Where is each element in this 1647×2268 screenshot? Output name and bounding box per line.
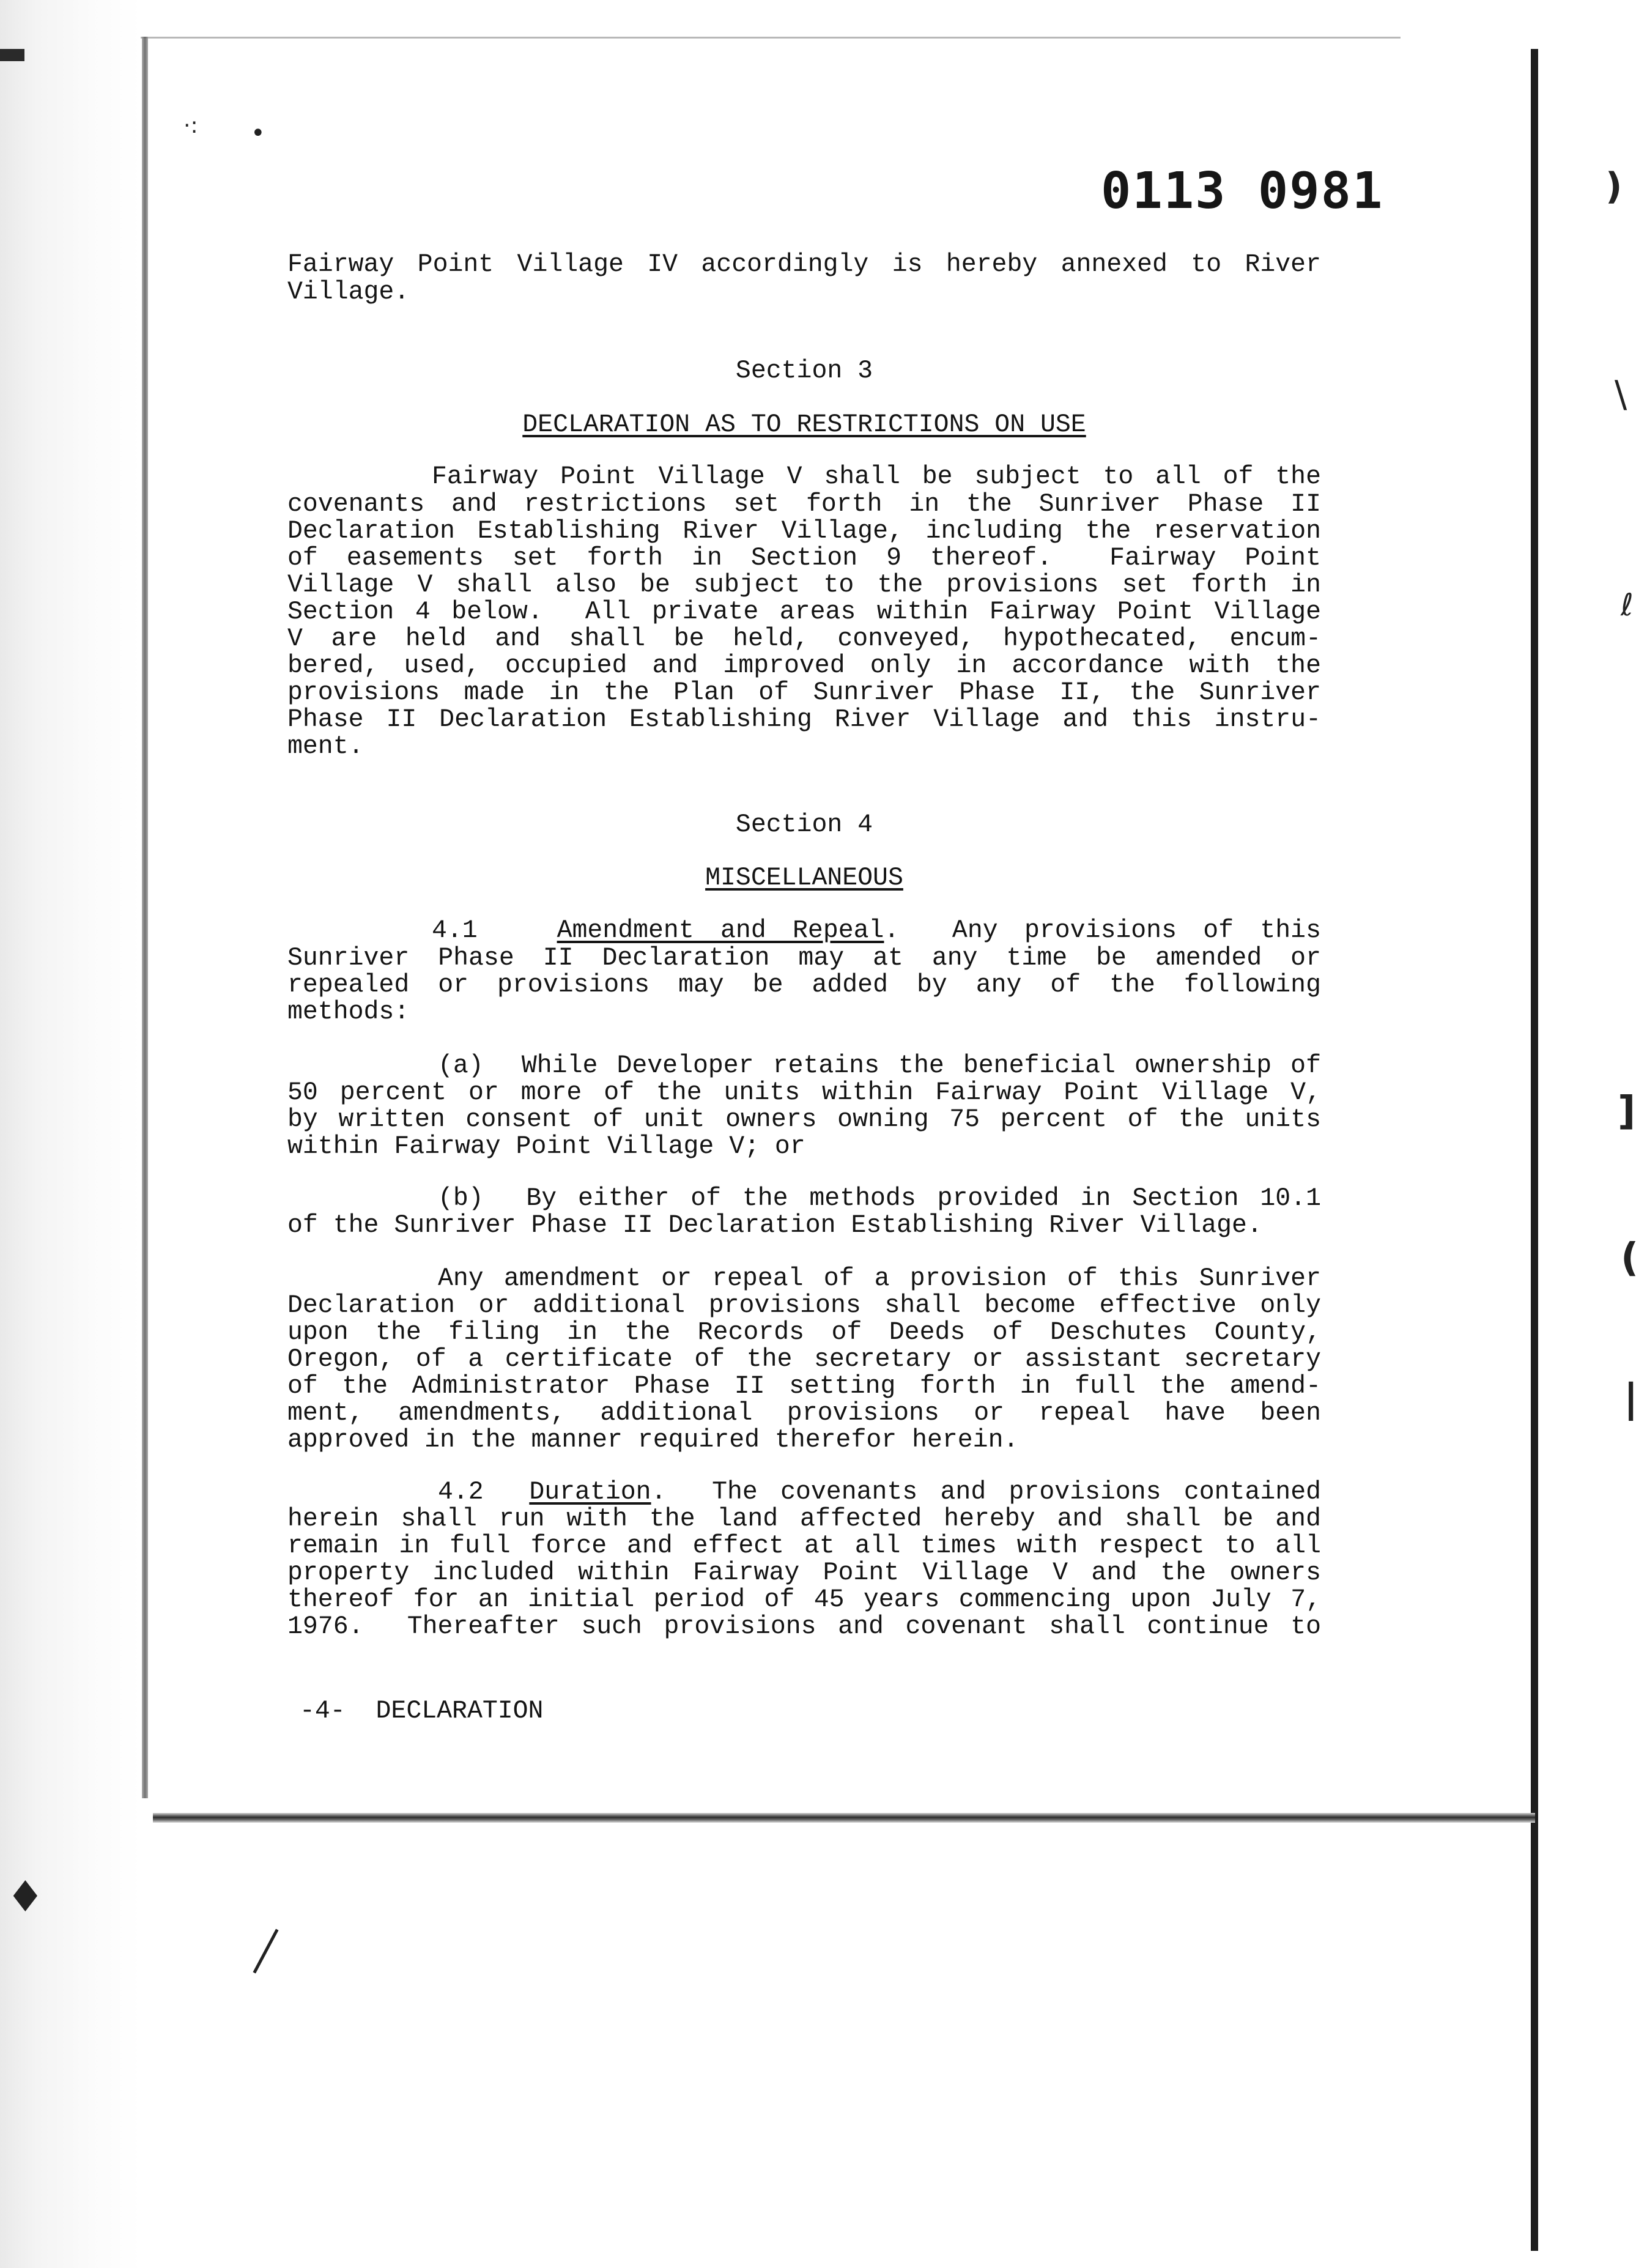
text-line: covenants and restrictions set forth in the Sunriver Phase II	[287, 490, 1321, 519]
text-line: ment.	[287, 732, 364, 761]
document-number: 0113 0981	[1101, 162, 1384, 220]
scan-speck: ♦	[6, 1872, 45, 1922]
scan-speck: ]	[1618, 1089, 1636, 1134]
text-line: Oregon, of a certificate of the secretary or assistant secretary	[287, 1345, 1321, 1374]
text-line: remain in full force and effect at all times with respect to all	[287, 1532, 1321, 1560]
text-line: Section 4 below. All private areas within Fairway Point Village	[287, 598, 1321, 626]
text-line: Fairway Point Village V shall be subject to all of the	[432, 462, 1321, 491]
text-line: Sunriver Phase II Declaration may at any time be amended or	[287, 944, 1321, 973]
text-line: bered, used, occupied and improved only in accordance with the	[287, 651, 1321, 680]
scan-artifact	[0, 49, 24, 61]
text-line: (b) By either of the methods provided in Section 10.1	[438, 1184, 1321, 1213]
text-line: of easements set forth in Section 9 thereof. Fairway Point	[287, 544, 1321, 573]
scan-speck: |	[1624, 1376, 1638, 1421]
text-line: Village.	[287, 278, 410, 306]
text-span: . Any provisions of this	[884, 916, 1321, 945]
scan-speck: )	[1605, 165, 1623, 208]
scan-top-edge	[141, 37, 1401, 39]
clause-caption: Duration	[529, 1478, 651, 1506]
text-line	[287, 1478, 1321, 1506]
text-line: Phase II Declaration Establishing River Village and this instru-	[287, 705, 1321, 734]
clause-caption: Amendment and Repeal	[557, 916, 884, 945]
text-line: within Fairway Point Village V; or	[287, 1132, 805, 1161]
text-line: ment, amendments, additional provisions or repeal have been	[287, 1399, 1321, 1428]
text-line: upon the filing in the Records of Deeds of Deschutes County,	[287, 1318, 1321, 1347]
text-line: of the Administrator Phase II setting forth in full the amend-	[287, 1372, 1321, 1401]
scan-speck: \	[1615, 373, 1627, 416]
text-line: herein shall run with the land affected hereby and shall be and	[287, 1505, 1321, 1533]
page-footer: -4- DECLARATION	[300, 1697, 544, 1725]
section-heading: Section 4	[735, 810, 873, 839]
text-line: by written consent of unit owners owning 75 percent of the units	[287, 1105, 1321, 1134]
text-line: 50 percent or more of the units within Fairway Point Village V,	[287, 1078, 1321, 1107]
text-line: Declaration or additional provisions shall become effective only	[287, 1291, 1321, 1320]
text-line: V are held and shall be held, conveyed, hypothecated, encum-	[287, 624, 1321, 653]
text-line: Fairway Point Village IV accordingly is hereby annexed to River	[287, 250, 1321, 279]
text-line: repealed or provisions may be added by any of the following	[287, 971, 1321, 999]
clause-number: 4.2	[438, 1478, 484, 1506]
section-title-text: DECLARATION AS TO RESTRICTIONS ON USE	[522, 410, 1086, 439]
scan-left-margin-shadow	[0, 0, 141, 2268]
text-line: methods:	[287, 998, 410, 1026]
section-title	[287, 411, 1321, 439]
text-line: thereof for an initial period of 45 years commencing upon July 7,	[287, 1585, 1321, 1614]
text-span: . The covenants and provisions contained	[651, 1478, 1321, 1506]
section-title-text: MISCELLANEOUS	[705, 864, 903, 892]
text-line: provisions made in the Plan of Sunriver Phase II, the Sunriver	[287, 678, 1321, 707]
scan-left-border	[142, 37, 148, 1798]
scan-speck: ·:	[183, 113, 198, 138]
section-heading: Section 3	[735, 357, 873, 385]
scan-bottom-border	[153, 1813, 1535, 1823]
scan-speck: •	[251, 119, 265, 147]
text-line: Any amendment or repeal of a provision of this Sunriver	[438, 1264, 1321, 1293]
text-line: approved in the manner required therefor herein.	[287, 1426, 1019, 1455]
text-line: Village V shall also be subject to the provisions set forth in	[287, 571, 1321, 599]
text-line: (a) While Developer retains the beneficial ownership of	[438, 1051, 1321, 1080]
text-line: property included within Fairway Point Village V and the owners	[287, 1558, 1321, 1587]
scan-pen-mark	[253, 1929, 279, 1974]
text-line: Declaration Establishing River Village, including the reservation	[287, 517, 1321, 546]
scan-right-border	[1531, 49, 1538, 2251]
clause-number: 4.1	[432, 916, 478, 945]
text-line: of the Sunriver Phase II Declaration Establishing River Village.	[287, 1211, 1262, 1240]
text-line	[287, 917, 1321, 944]
scan-speck: ℓ	[1621, 587, 1634, 623]
section-title	[287, 864, 1321, 892]
text-line: 1976. Thereafter such provisions and covenant shall continue to	[287, 1612, 1321, 1641]
scan-speck: (	[1621, 1236, 1639, 1281]
